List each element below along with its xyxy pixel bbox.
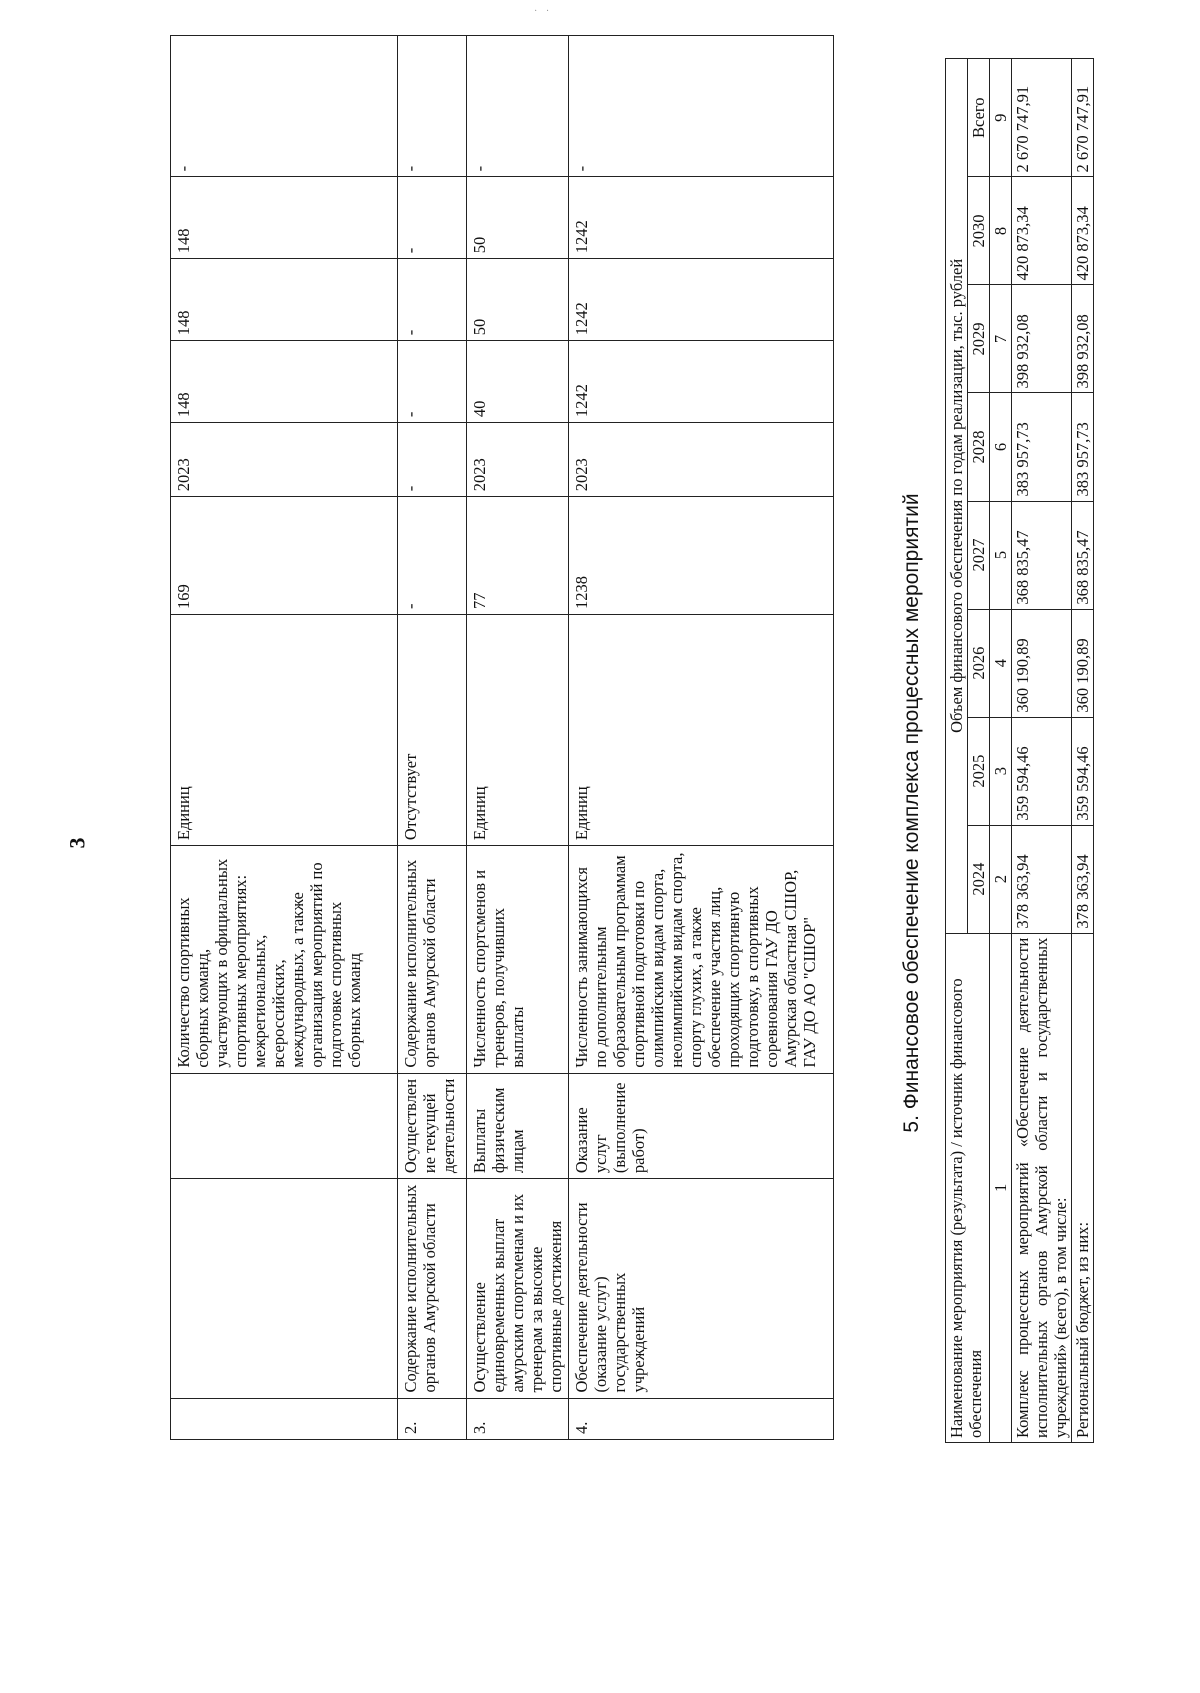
financial-support-table (945, 58, 1094, 1443)
cell-unit: Отсутствует (398, 615, 467, 846)
total-header: Всего (968, 59, 990, 177)
row-name: Региональный бюджет, из них: (1072, 933, 1094, 1442)
cell-value: - (398, 177, 467, 259)
cell-type (171, 1073, 398, 1178)
year-header: 2026 (968, 609, 990, 717)
cell-base-value: 1238 (569, 497, 834, 615)
row-value: 378 363,94 (1072, 825, 1094, 933)
cell-value: 1242 (569, 177, 834, 259)
row-value: 360 190,89 (1012, 609, 1072, 717)
processes-indicators-table (170, 35, 834, 1440)
cell-last: - (569, 36, 834, 177)
year-header: 2028 (968, 393, 990, 501)
cell-num: 3. (467, 1398, 569, 1439)
row-total: 2 670 747,91 (1072, 59, 1094, 177)
col-number: 7 (990, 285, 1012, 393)
cell-name: Обеспечение деятельности (оказание услуг) государственных учреждений (569, 1179, 834, 1398)
table-row (1072, 59, 1094, 1443)
row-value: 368 835,47 (1012, 501, 1072, 609)
cell-unit: Единиц (171, 615, 398, 846)
row-value: 383 957,73 (1072, 393, 1094, 501)
row-value: 420 873,34 (1072, 177, 1094, 285)
year-header: 2030 (968, 177, 990, 285)
cell-indicator: Количество спортивных сборных команд, участвующих в официальных спортивных мероприятиях: межрегиональных, всероссийских, международных, а также организация мероприятий по подготовке спортивных сборных команд (171, 846, 398, 1074)
cell-value: 1242 (569, 341, 834, 423)
cell-last: - (171, 36, 398, 177)
col-number: 5 (990, 501, 1012, 609)
row-value: 368 835,47 (1072, 501, 1094, 609)
cell-type: Оказание услуг (выполнение работ) (569, 1073, 834, 1178)
section-title: 5. Финансовое обеспечение комплекса процессных мероприятий (900, 493, 923, 1133)
table-col-numbers-row (990, 59, 1012, 1443)
col-number: 1 (990, 933, 1012, 1442)
col-name-header: Наименование мероприятия (результата) / источник финансового обеспечения (946, 933, 990, 1442)
row-name: Комплекс процессных мероприятий «Обеспечение деятельности исполнительных органов Амурской области и государственных учреждений» (всего), в том числе: (1012, 933, 1072, 1442)
cell-value: - (398, 341, 467, 423)
cell-value: - (398, 259, 467, 341)
cell-value: 50 (467, 259, 569, 341)
cell-value: 148 (171, 259, 398, 341)
cell-base-year: - (398, 423, 467, 497)
year-header: 2027 (968, 501, 990, 609)
cell-name (171, 1179, 398, 1398)
col-number: 2 (990, 825, 1012, 933)
cell-name: Содержание исполнительных органов Амурской области (398, 1179, 467, 1398)
cell-base-value: 77 (467, 497, 569, 615)
cell-base-year: 2023 (467, 423, 569, 497)
table-row (467, 36, 569, 1440)
cell-unit: Единиц (467, 615, 569, 846)
table-row (398, 36, 467, 1440)
cell-last: - (467, 36, 569, 177)
cell-last: - (398, 36, 467, 177)
cell-indicator: Численность занимающихся по дополнительным образовательным программам спортивной подготовки по олимпийским видам спорта, неолимпийским видам спорта, спорту глухих, а также обеспечение участия лиц, проходящих спортивную подготовку, в спортивных соревнования ГАУ ДО Амурская областная СШОР, ГАУ ДО АО "СШОР" (569, 846, 834, 1074)
cell-value: 50 (467, 177, 569, 259)
cell-num: 2. (398, 1398, 467, 1439)
year-header: 2025 (968, 717, 990, 825)
col-number: 4 (990, 609, 1012, 717)
page-number: 3 (64, 837, 90, 849)
cell-type: Осуществлен ие текущей деятельности (398, 1073, 467, 1178)
table-header-row (946, 59, 968, 1443)
row-value: 359 594,46 (1012, 717, 1072, 825)
row-value: 420 873,34 (1012, 177, 1072, 285)
cell-name: Осуществление единовременных выплат амурским спортсменам и их тренерам за высокие спортивные достижения (467, 1179, 569, 1398)
row-total: 2 670 747,91 (1012, 59, 1072, 177)
cell-base-year: 2023 (171, 423, 398, 497)
table-row (569, 36, 834, 1440)
row-value: 359 594,46 (1072, 717, 1094, 825)
cell-type: Выплаты физическим лицам (467, 1073, 569, 1178)
col-number: 6 (990, 393, 1012, 501)
row-value: 383 957,73 (1012, 393, 1072, 501)
cell-num: 4. (569, 1398, 834, 1439)
col-number: 9 (990, 59, 1012, 177)
year-header: 2024 (968, 825, 990, 933)
table-row (171, 36, 398, 1440)
cell-base-year: 2023 (569, 423, 834, 497)
cell-value: 1242 (569, 259, 834, 341)
cell-value: 40 (467, 341, 569, 423)
row-value: 398 932,08 (1072, 285, 1094, 393)
table-row (1012, 59, 1072, 1443)
cell-indicator: Численность спортсменов и тренеров, получивших выплаты (467, 846, 569, 1074)
scan-marks: · · (534, 6, 553, 17)
volume-header: Объем финансового обеспечения по годам реализации, тыс. рублей (946, 59, 968, 934)
row-value: 378 363,94 (1012, 825, 1072, 933)
cell-num (171, 1398, 398, 1439)
col-number: 3 (990, 717, 1012, 825)
cell-base-value: - (398, 497, 467, 615)
row-value: 360 190,89 (1072, 609, 1094, 717)
cell-value: 148 (171, 341, 398, 423)
cell-unit: Единиц (569, 615, 834, 846)
col-number: 8 (990, 177, 1012, 285)
cell-base-value: 169 (171, 497, 398, 615)
cell-value: 148 (171, 177, 398, 259)
year-header: 2029 (968, 285, 990, 393)
row-value: 398 932,08 (1012, 285, 1072, 393)
cell-indicator: Содержание исполнительных органов Амурской области (398, 846, 467, 1074)
